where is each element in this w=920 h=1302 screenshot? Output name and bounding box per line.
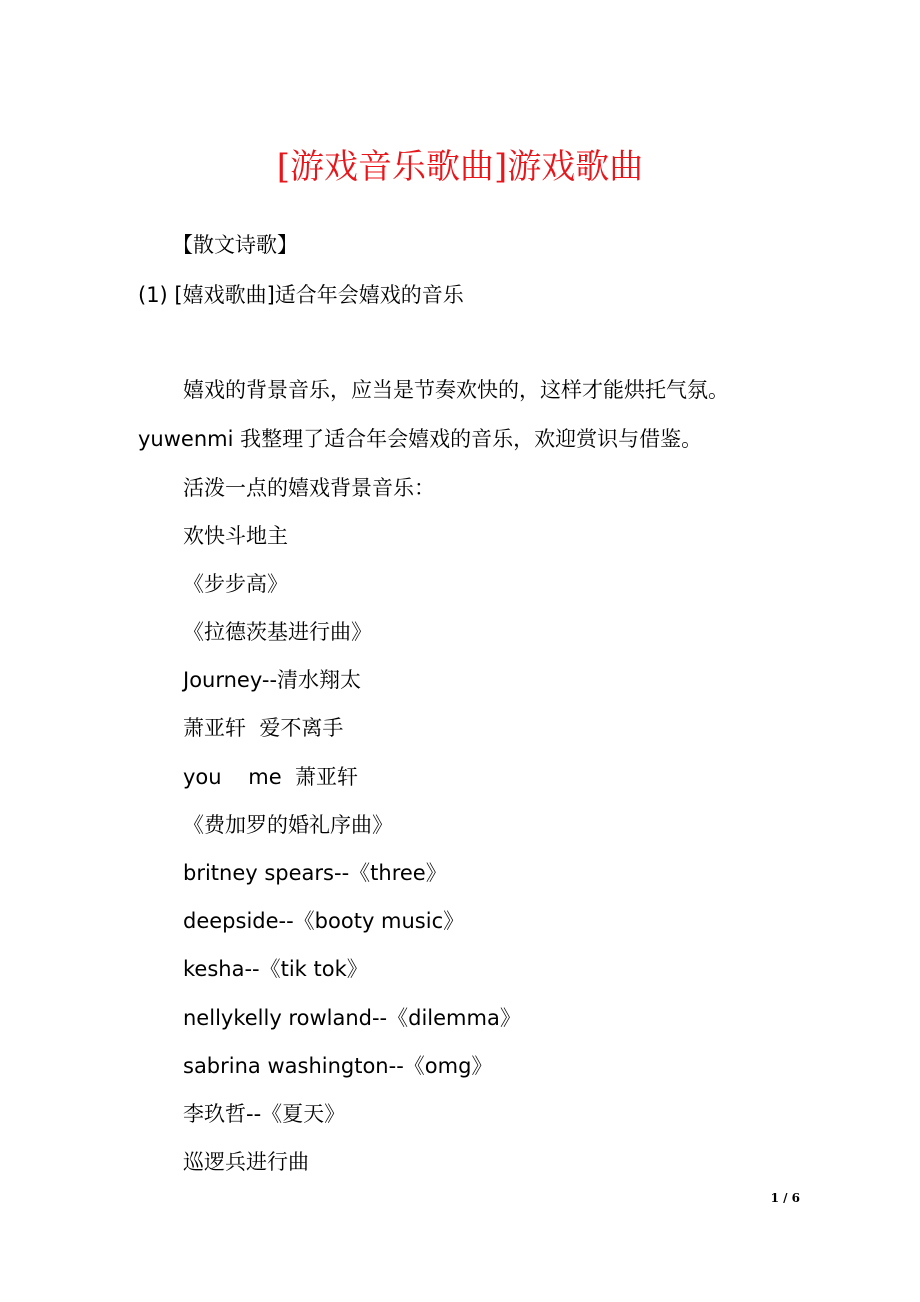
intro-paragraph-line-2: yuwenmi 我整理了适合年会嬉戏的音乐，欢迎赏识与借鉴。 — [138, 427, 703, 451]
page-title: [游戏音乐歌曲]游戏歌曲 — [276, 147, 644, 187]
list-item: kesha--《tik tok》 — [183, 957, 368, 981]
list-item: 李玖哲--《夏天》 — [183, 1102, 346, 1126]
list-item: 巡逻兵进行曲 — [183, 1150, 309, 1174]
list-item: 《拉德茨基进行曲》 — [183, 620, 372, 644]
list-item: sabrina washington--《omg》 — [183, 1054, 493, 1078]
list-heading: 活泼一点的嬉戏背景音乐： — [183, 476, 435, 500]
list-item: 《步步高》 — [183, 572, 288, 596]
list-item: nellykelly rowland--《dilemma》 — [183, 1006, 521, 1030]
page-number: 1 / 6 — [770, 1191, 800, 1205]
list-item: 萧亚轩 爱不离手 — [183, 716, 344, 740]
list-item: you me 萧亚轩 — [183, 765, 359, 789]
list-item: britney spears--《three》 — [183, 861, 447, 885]
list-item: deepside--《booty music》 — [183, 909, 465, 933]
category-label: 【散文诗歌】 — [172, 233, 298, 257]
intro-paragraph-line-1: 嬉戏的背景音乐，应当是节奏欢快的，这样才能烘托气氛。 — [183, 378, 729, 402]
section-subtitle: (1) [嬉戏歌曲]适合年会嬉戏的音乐 — [138, 283, 464, 307]
list-item: 《费加罗的婚礼序曲》 — [183, 813, 393, 837]
list-item: 欢快斗地主 — [183, 524, 288, 548]
list-item: Journey--清水翔太 — [183, 668, 362, 692]
